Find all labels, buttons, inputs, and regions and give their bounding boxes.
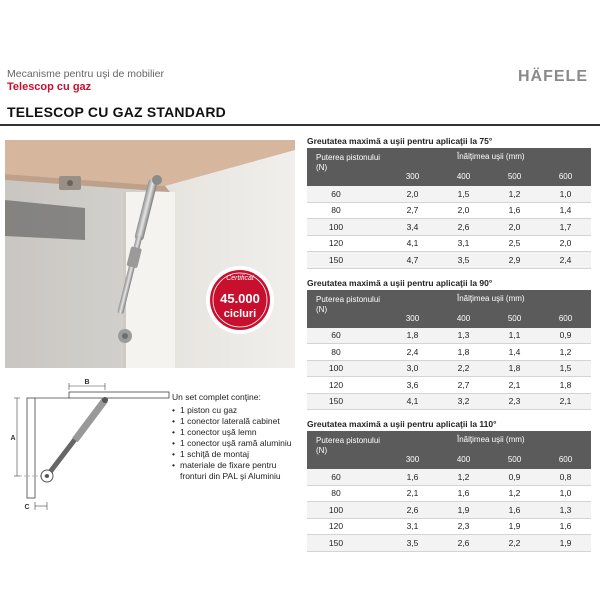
table-cell: 3,2 <box>457 396 470 407</box>
door-height-header: Înălţimea uşii (mm) <box>457 152 525 161</box>
table-header <box>307 431 591 469</box>
table-row <box>307 186 591 203</box>
list-item: • 1 conector uşă lemn <box>172 427 302 438</box>
piston-value: 60 <box>331 188 341 199</box>
column-header: 400 <box>456 313 471 323</box>
table-cell: 0,9 <box>559 330 572 341</box>
load-tables <box>307 136 591 561</box>
table-row <box>307 469 591 486</box>
title-divider <box>0 124 600 126</box>
table-cell: 3,1 <box>457 238 470 249</box>
table-cell: 1,9 <box>457 504 470 515</box>
table-cell: 2,0 <box>406 188 419 199</box>
table-cell: 1,9 <box>508 521 521 532</box>
piston-value: 150 <box>328 537 344 548</box>
column-header: 300 <box>405 313 420 323</box>
column-header: 600 <box>558 455 573 464</box>
table-cell: 1,5 <box>457 188 470 199</box>
column-header: 600 <box>558 313 573 323</box>
table-row <box>307 502 591 519</box>
piston-value: 120 <box>328 521 344 532</box>
table-caption: Greutatea maximă a uşii pentru aplicaţii la 110° <box>307 419 497 429</box>
table-row <box>307 486 591 503</box>
table-cell: 1,6 <box>559 521 572 532</box>
table-cell: 2,7 <box>457 379 470 390</box>
table-row <box>307 344 591 361</box>
subcategory-label: Telescop cu gaz <box>7 81 92 93</box>
column-header: 400 <box>456 455 471 464</box>
installation-diagram <box>5 378 175 518</box>
table-cell: 2,6 <box>406 504 419 515</box>
dimension-c-label: C <box>24 504 30 511</box>
table-cell: 2,4 <box>406 346 419 357</box>
table-cell: 1,5 <box>559 363 572 374</box>
piston-value: 80 <box>331 488 341 499</box>
table-cell: 1,1 <box>508 330 521 341</box>
table-cell: 2,0 <box>559 238 572 249</box>
table-cell: 1,6 <box>508 504 521 515</box>
table-cell: 1,2 <box>559 346 572 357</box>
dimension-a-label: A <box>10 435 16 442</box>
list-item: • 1 conector uşă ramă aluminiu <box>172 438 302 449</box>
category-label: Mecanisme pentru uşi de mobilier <box>7 68 164 80</box>
table-row <box>307 394 591 411</box>
load-table-90 <box>307 278 591 411</box>
badge-cycles-count: 45.000 <box>220 291 260 306</box>
table-cell: 2,6 <box>457 221 470 232</box>
table-cell: 3,0 <box>406 363 419 374</box>
table-caption: Greutatea maximă a uşii pentru aplicaţii la 75° <box>307 136 493 146</box>
table-cell: 1,8 <box>406 330 419 341</box>
table-cell: 2,9 <box>508 254 521 265</box>
table-cell: 2,2 <box>508 537 521 548</box>
piston-force-header: Puterea pistonului (N) <box>316 436 381 455</box>
table-cell: 2,7 <box>406 205 419 216</box>
table-cell: 3,5 <box>457 254 470 265</box>
table-row <box>307 519 591 536</box>
table-row <box>307 252 591 269</box>
table-row <box>307 328 591 345</box>
door-height-header: Înălţimea uşii (mm) <box>457 435 525 444</box>
dimension-b-label: B <box>84 379 90 386</box>
table-cell: 2,1 <box>559 396 572 407</box>
table-cell: 1,3 <box>559 504 572 515</box>
product-photo <box>5 140 295 368</box>
piston-value: 100 <box>328 221 344 232</box>
table-cell: 2,2 <box>457 363 470 374</box>
column-header: 500 <box>507 172 522 181</box>
column-header: 300 <box>405 455 420 464</box>
kit-contents-list <box>172 405 302 482</box>
table-row <box>307 535 591 552</box>
certification-badge <box>206 266 274 334</box>
table-cell: 1,2 <box>457 471 470 482</box>
table-cell: 2,5 <box>508 238 521 249</box>
table-cell: 2,6 <box>457 537 470 548</box>
column-header: 500 <box>507 313 522 323</box>
kit-contents-intro: Un set complet conţine: <box>172 392 261 402</box>
table-cell: 0,9 <box>508 471 521 482</box>
top-blank-band <box>0 0 600 58</box>
piston-value: 120 <box>328 379 344 390</box>
table-cell: 4,1 <box>406 238 419 249</box>
column-header: 500 <box>507 455 522 464</box>
table-cell: 2,1 <box>508 379 521 390</box>
table-cell: 2,1 <box>406 488 419 499</box>
piston-value: 60 <box>331 330 341 341</box>
table-row <box>307 203 591 220</box>
table-cell: 1,3 <box>457 330 470 341</box>
piston-force-header: Puterea pistonului (N) <box>316 294 381 314</box>
door-height-header: Înălţimea uşii (mm) <box>457 293 525 303</box>
table-cell: 3,4 <box>406 221 419 232</box>
load-table-110 <box>307 419 591 552</box>
column-header: 600 <box>558 172 573 181</box>
piston-value: 120 <box>328 238 344 249</box>
table-row <box>307 361 591 378</box>
table-caption: Greutatea maximă a uşii pentru aplicaţii la 90° <box>307 277 493 288</box>
table-cell: 1,4 <box>559 205 572 216</box>
table-cell: 1,7 <box>559 221 572 232</box>
piston-force-header: Puterea pistonului (N) <box>316 153 381 172</box>
table-cell: 4,1 <box>406 396 419 407</box>
table-row <box>307 377 591 394</box>
table-cell: 3,6 <box>406 379 419 390</box>
page-title: TELESCOP CU GAZ STANDARD <box>7 104 226 120</box>
table-cell: 2,3 <box>457 521 470 532</box>
kit-contents <box>172 392 302 482</box>
table-cell: 1,2 <box>508 488 521 499</box>
badge-certified-text: Certificat <box>226 275 254 282</box>
column-header: 300 <box>405 172 420 181</box>
brand-logo: HÄFELE <box>518 68 588 85</box>
table-cell: 1,8 <box>559 379 572 390</box>
table-cell: 1,9 <box>559 537 572 548</box>
column-header: 400 <box>456 172 471 181</box>
badge-cycles-label: cicluri <box>223 308 257 320</box>
table-cell: 1,6 <box>457 488 470 499</box>
list-item: • materiale de fixare pentru fronturi din PAL şi Aluminiu <box>172 460 302 482</box>
load-table-75 <box>307 136 591 269</box>
table-cell: 3,5 <box>406 537 419 548</box>
list-item: • 1 conector laterală cabinet <box>172 416 302 427</box>
piston-value: 80 <box>331 205 341 216</box>
table-cell: 0,8 <box>559 471 572 482</box>
table-cell: 1,6 <box>508 205 521 216</box>
piston-value: 60 <box>331 471 341 482</box>
table-row <box>307 236 591 253</box>
table-header <box>307 148 591 186</box>
table-cell: 1,0 <box>559 488 572 499</box>
table-cell: 1,8 <box>508 363 521 374</box>
piston-value: 100 <box>328 363 344 374</box>
piston-value: 80 <box>331 346 341 357</box>
table-header <box>307 290 591 328</box>
table-cell: 1,0 <box>559 188 572 199</box>
table-cell: 2,0 <box>508 221 521 232</box>
list-item: • 1 piston cu gaz <box>172 405 302 416</box>
table-cell: 1,2 <box>508 188 521 199</box>
table-cell: 1,6 <box>406 471 419 482</box>
piston-value: 150 <box>328 396 344 407</box>
piston-value: 150 <box>328 254 344 265</box>
list-item: • 1 schiţă de montaj <box>172 449 302 460</box>
piston-value: 100 <box>328 504 344 515</box>
table-cell: 2,4 <box>559 254 572 265</box>
table-cell: 1,8 <box>457 346 470 357</box>
table-cell: 3,1 <box>406 521 419 532</box>
table-cell: 2,0 <box>457 205 470 216</box>
table-row <box>307 219 591 236</box>
table-cell: 4,7 <box>406 254 419 265</box>
table-cell: 1,4 <box>508 346 521 357</box>
table-cell: 2,3 <box>508 396 521 407</box>
